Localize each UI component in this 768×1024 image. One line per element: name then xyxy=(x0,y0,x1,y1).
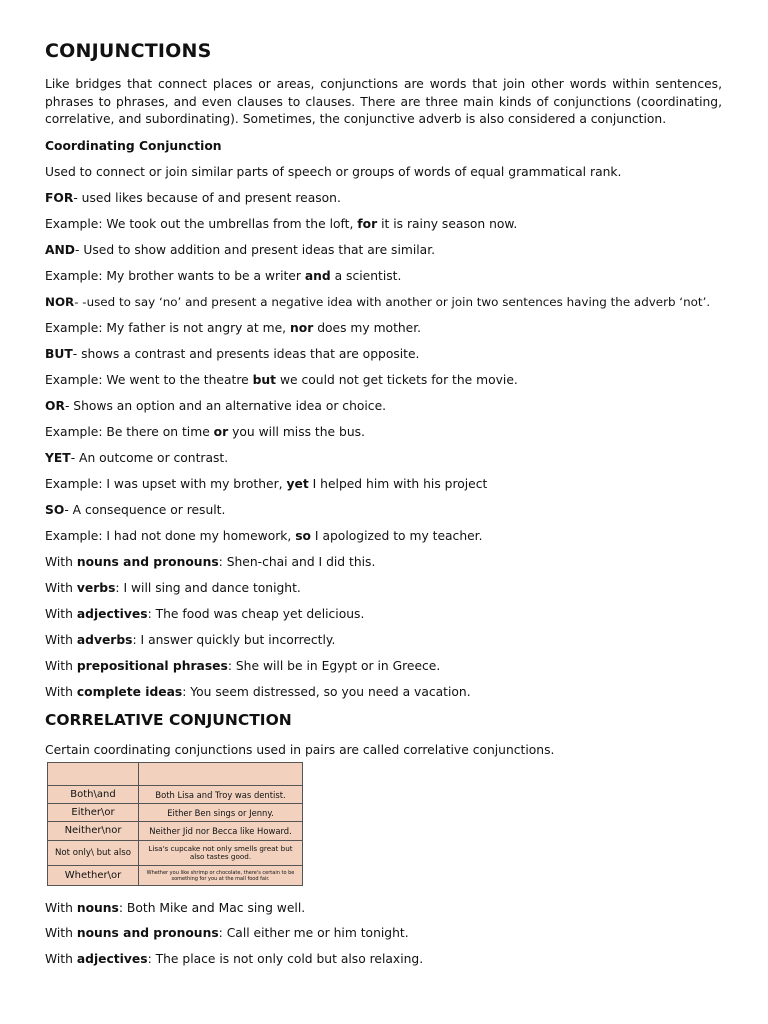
text-line: Example: I had not done my homework, so I apologized to my teacher. xyxy=(45,529,483,543)
text-line: With adverbs: I answer quickly but incorrectly. xyxy=(45,633,336,647)
intro-paragraph: Like bridges that connect places or areas, conjunctions are words that join other words within sentences, phrases to phrases, and even clauses to clauses. There are three main kinds of conjunctions (coordinating, correlative, and subordinating). Sometimes, the conjunctive adverb is also considered a conjunction. xyxy=(45,77,722,126)
table-cell: Whether\or xyxy=(48,866,139,886)
table-row xyxy=(48,763,303,786)
page-title: CONJUNCTIONS xyxy=(45,40,212,62)
table-row xyxy=(48,840,303,866)
table-cell: Both\and xyxy=(48,786,139,804)
table-cell: Either Ben sings or Jenny. xyxy=(139,804,303,822)
table-row xyxy=(48,804,303,822)
table-cell: Lisa's cupcake not only smells great but also tastes good. xyxy=(139,840,303,866)
table-cell xyxy=(139,763,303,786)
table-row xyxy=(48,786,303,804)
text-line: SO- A consequence or result. xyxy=(45,503,226,517)
table-cell: Either\or xyxy=(48,804,139,822)
text-line: Example: Be there on time or you will miss the bus. xyxy=(45,425,365,439)
text-line: OR- Shows an option and an alternative idea or choice. xyxy=(45,399,387,413)
text-line: BUT- shows a contrast and presents ideas that are opposite. xyxy=(45,347,420,361)
table-cell: Whether you like shrimp or chocolate, there's certain to be something for you at the mall food fair. xyxy=(139,866,303,886)
text-line: With nouns: Both Mike and Mac sing well. xyxy=(45,901,306,915)
coordinating-description: Used to connect or join similar parts of speech or groups of words of equal grammatical rank. xyxy=(45,165,622,179)
text-line: Example: My brother wants to be a writer and a scientist. xyxy=(45,269,402,283)
text-line: Example: We took out the umbrellas from the loft, for it is rainy season now. xyxy=(45,217,518,231)
section-heading-correlative: CORRELATIVE CONJUNCTION xyxy=(45,711,292,729)
text-line: With nouns and pronouns: Shen-chai and I did this. xyxy=(45,555,376,569)
text-line: Example: My father is not angry at me, nor does my mother. xyxy=(45,321,422,335)
table-cell: Both Lisa and Troy was dentist. xyxy=(139,786,303,804)
table-cell: Not only\ but also xyxy=(48,840,139,866)
section-heading-coordinating: Coordinating Conjunction xyxy=(45,139,222,153)
text-line: FOR- used likes because of and present reason. xyxy=(45,191,341,205)
text-line: AND- Used to show addition and present ideas that are similar. xyxy=(45,243,436,257)
text-line: With verbs: I will sing and dance tonight. xyxy=(45,581,301,595)
text-line: Example: I was upset with my brother, yet I helped him with his project xyxy=(45,477,488,491)
correlative-description: Certain coordinating conjunctions used in pairs are called correlative conjunctions. xyxy=(45,743,555,757)
text-line: With adjectives: The food was cheap yet delicious. xyxy=(45,607,365,621)
text-line: With prepositional phrases: She will be in Egypt or in Greece. xyxy=(45,659,441,673)
text-line: With adjectives: The place is not only cold but also relaxing. xyxy=(45,952,424,966)
text-line: With nouns and pronouns: Call either me or him tonight. xyxy=(45,926,409,940)
text-line: Example: We went to the theatre but we could not get tickets for the movie. xyxy=(45,373,518,387)
table-cell: Neither Jid nor Becca like Howard. xyxy=(139,822,303,840)
table-row xyxy=(48,822,303,840)
table-cell xyxy=(48,763,139,786)
correlative-table xyxy=(47,762,303,886)
text-line: NOR- -used to say ‘no’ and present a negative idea with another or join two sentences having the adverb ‘not’. xyxy=(45,295,711,309)
table-cell: Neither\nor xyxy=(48,822,139,840)
text-line: With complete ideas: You seem distressed, so you need a vacation. xyxy=(45,685,471,699)
text-line: YET- An outcome or contrast. xyxy=(45,451,229,465)
table-row xyxy=(48,866,303,886)
